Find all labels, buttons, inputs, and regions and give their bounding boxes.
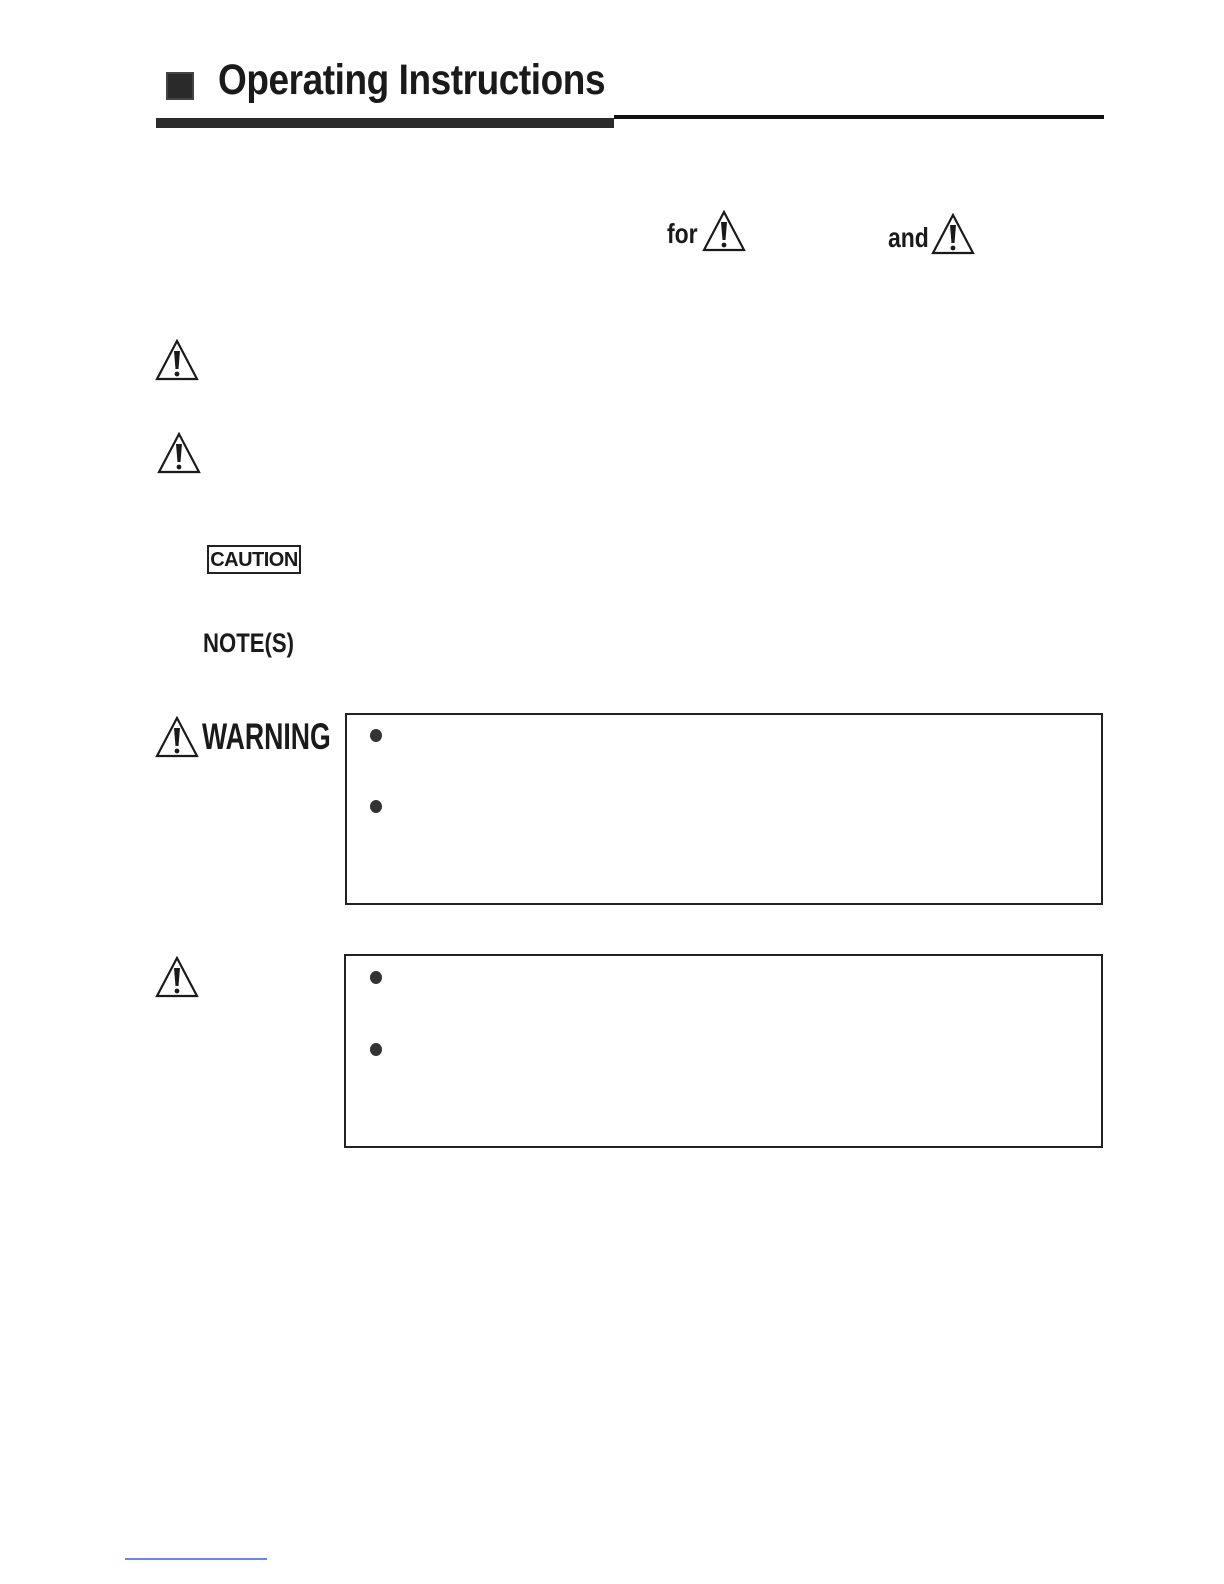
warning-label: WARNING bbox=[202, 716, 331, 757]
warning-triangle-icon bbox=[702, 210, 746, 252]
page-title: Operating Instructions bbox=[218, 56, 606, 104]
warning-triangle-icon bbox=[155, 956, 201, 998]
bullet-dot-icon bbox=[370, 800, 382, 813]
caution-box bbox=[344, 954, 1103, 1148]
warning-box bbox=[345, 713, 1103, 905]
caution-box-label: CAUTION bbox=[207, 545, 301, 574]
bullet-dot-icon bbox=[370, 971, 382, 984]
title-underline-thick bbox=[156, 118, 614, 128]
intro-for-word: for bbox=[667, 218, 698, 249]
bullet-dot-icon bbox=[370, 729, 382, 742]
warning-triangle-icon bbox=[155, 716, 201, 758]
footer-rule bbox=[125, 1558, 267, 1560]
warning-triangle-icon bbox=[931, 213, 975, 255]
notes-label: NOTE(S) bbox=[203, 628, 295, 658]
warning-triangle-icon bbox=[155, 339, 201, 381]
intro-and-word: and bbox=[888, 222, 929, 253]
title-underline-thin bbox=[614, 115, 1104, 119]
warning-triangle-icon bbox=[157, 432, 203, 474]
square-bullet-icon bbox=[166, 72, 194, 100]
bullet-dot-icon bbox=[370, 1043, 382, 1056]
